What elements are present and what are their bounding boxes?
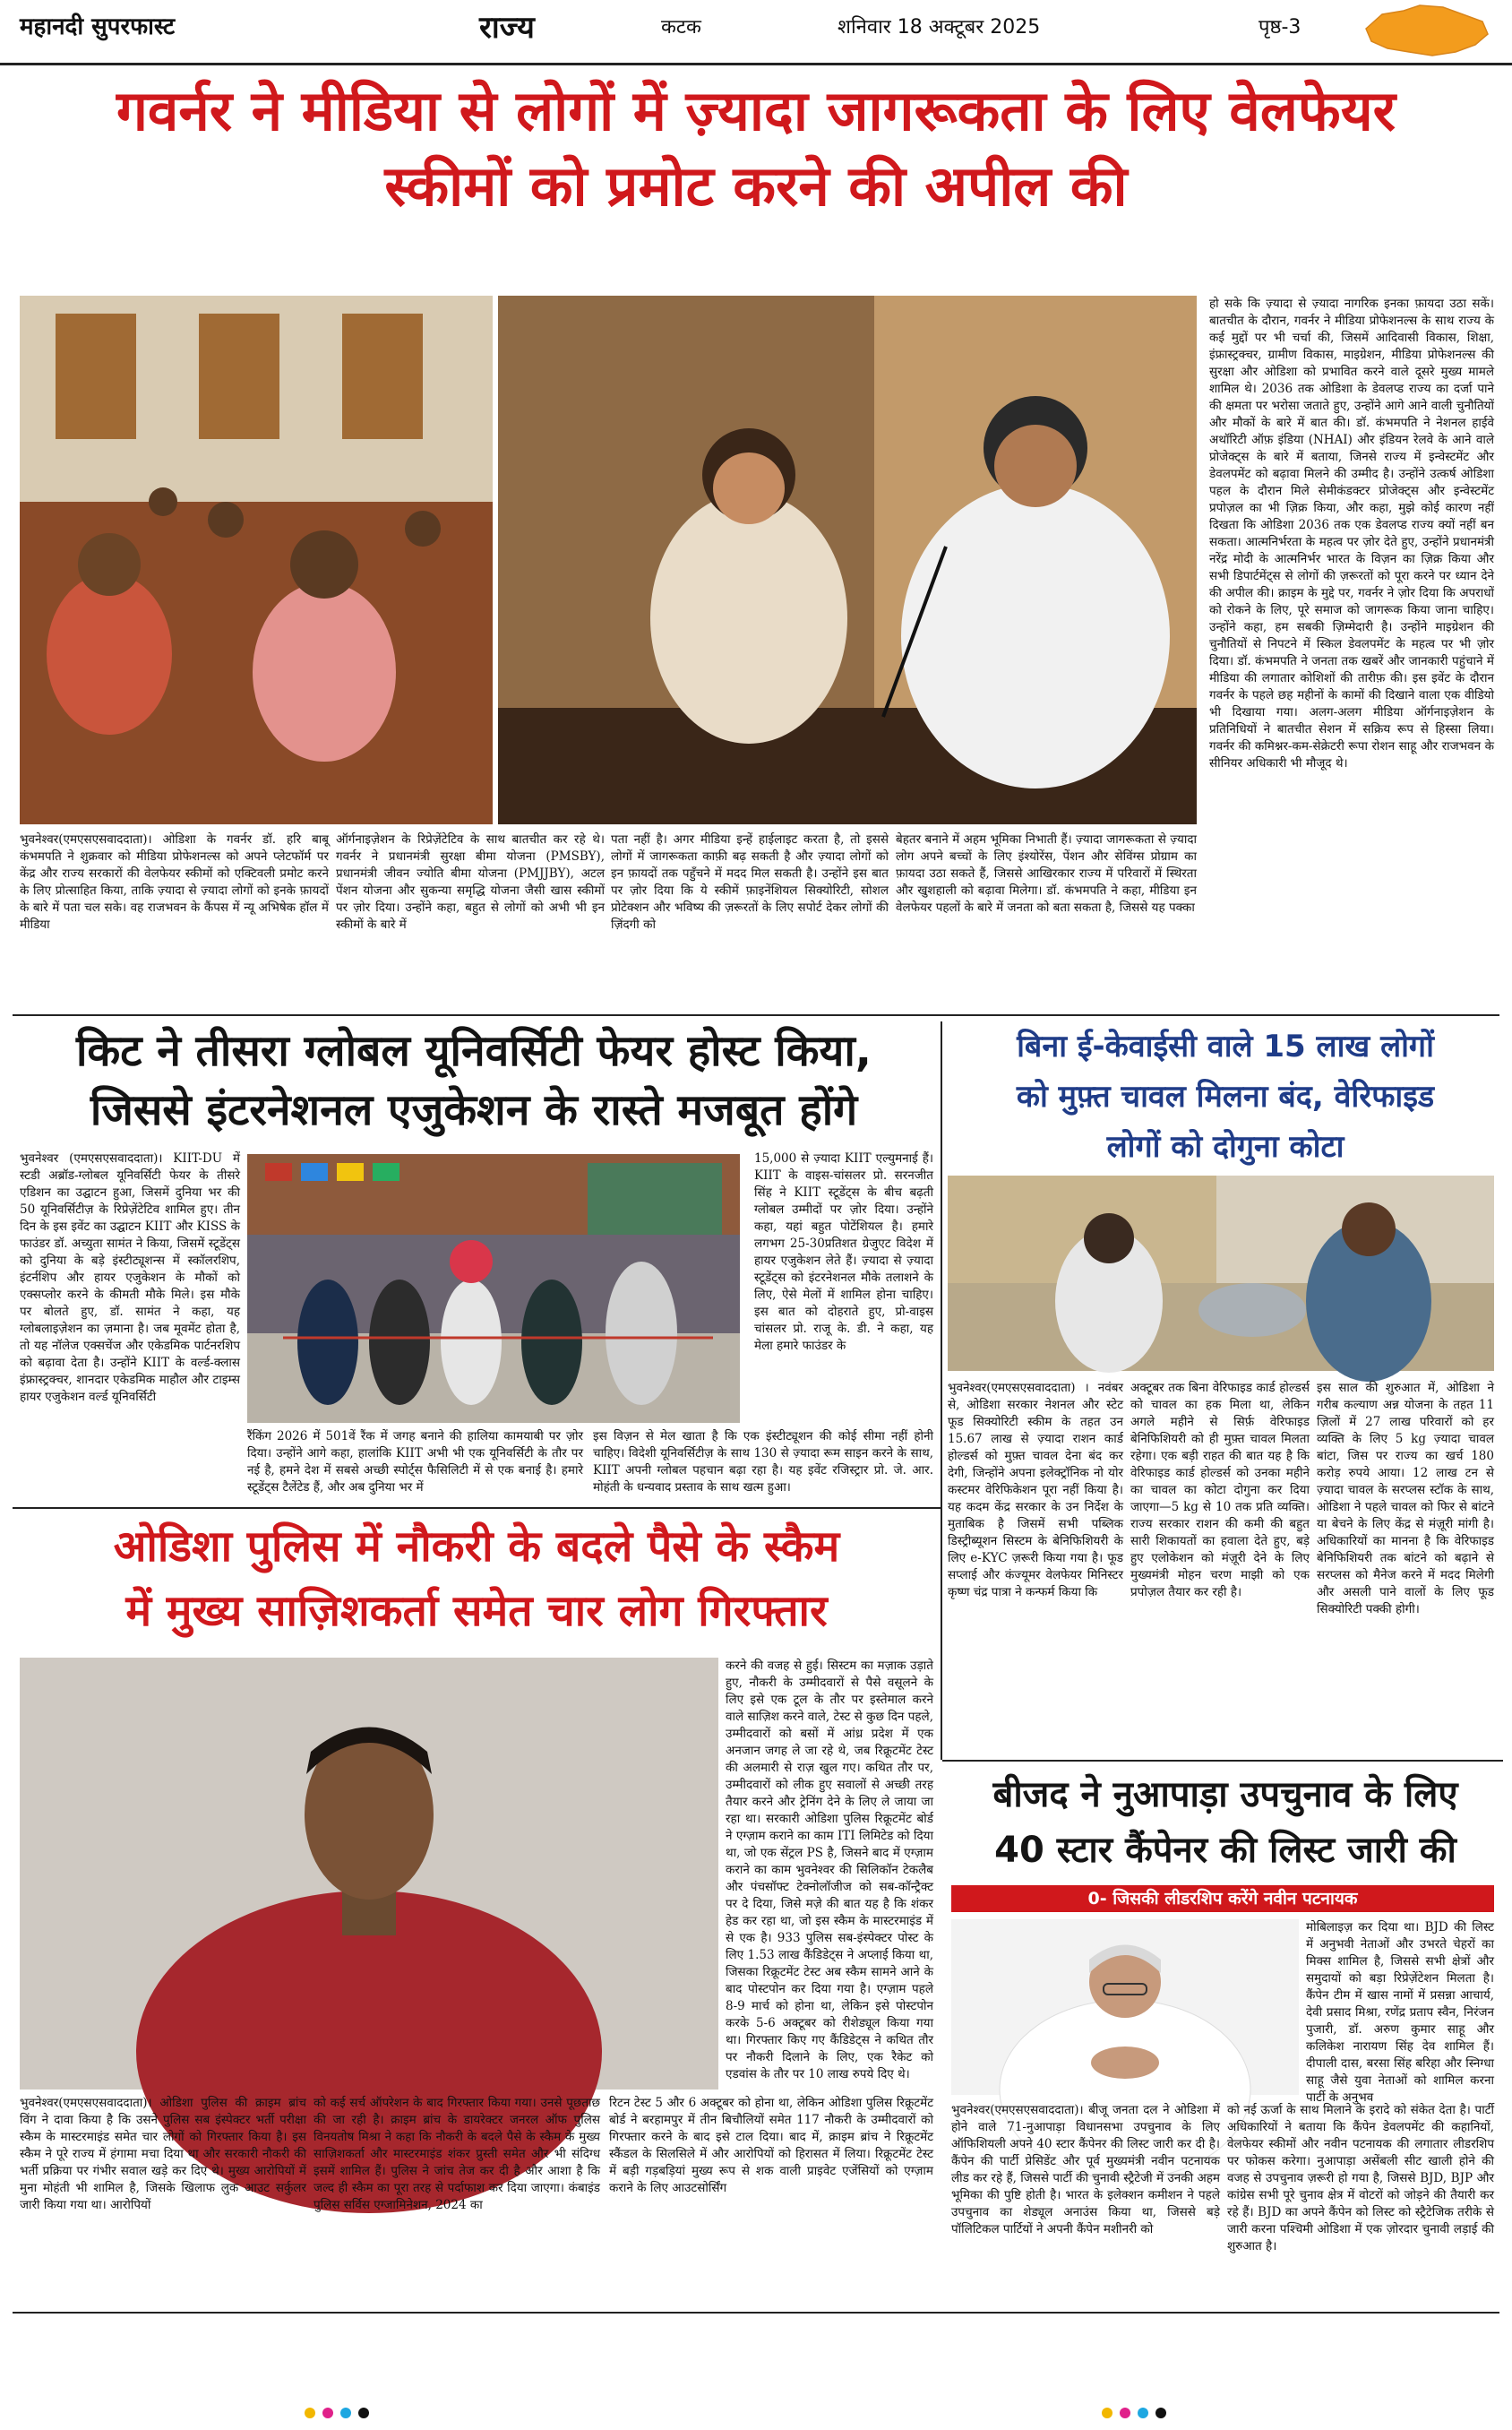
story2-headline-line1: किट ने तीसरा ग्लोबल यूनिवर्सिटी फेयर होस्ट किया, <box>76 1026 872 1076</box>
story5-right-top: मोबिलाइज़ कर दिया था। BJD की लिस्ट में अनुभवी नेताओं और उभरते चेहरों का मिक्स शामिल है, जिससे सभी क्षेत्रों और समुदायों को बड़ा रिप्रेज़ेंटेशन मिलता है। कैंपेन टीम में खास नामों में प्रसन्ना आचार्य, देवी प्रसाद मिश्रा, रणेंद्र प्रताप स्वैन, निरंजन पुजारी, डॉ. अरुण कुमार साहू और कलिकेश नारायण सिंह देव शामिल हैं। दीपाली दास, बरसा सिंह बरिहा और स्निग्धा साहू जैसे युवा नेताओं को शामिल करना पार्टी के अनुभव <box>1306 1920 1494 2105</box>
story3-headline-line3: लोगों को दोगुना कोटा <box>1106 1129 1344 1165</box>
masthead <box>0 0 1512 63</box>
accused-photo <box>20 1658 718 2090</box>
story2-col3: 15,000 से ज़्यादा KIIT एल्युमनाई हैं। KIIT के वाइस-चांसलर प्रो. सरनजीत सिंह ने KIIT स्टूडेंट्स के बीच बढ़ती ग्लोबल उम्मीदों पर ज़ोर दिया। उन्होंने कहा, यहां बहुत पोटेंशियल है। हमारे लगभग 25-30प्रतिशत ग्रेजुएट विदेश में हायर एजुकेशन लेते हैं। ज़्यादा से ज़्यादा स्टूडेंट्स को इंटरनेशनल मौके तलाशने के लिए, ऐसे मेलों में शामिल होना चाहिए। इस बात को दोहराते हुए, प्रो-वाइस चांसलर प्रो. राजू के. डी. ने कहा, यह मेला हमारे फाउंडर के <box>754 1151 933 1353</box>
city-name: कटक <box>661 16 701 39</box>
kiit-fair-photo <box>247 1154 740 1423</box>
cyan-dot <box>1138 2408 1148 2418</box>
story5-headline-line2: 40 स्टार कैंपेनर की लिस्ट जारी की <box>994 1830 1456 1871</box>
masthead-rule <box>0 63 1512 65</box>
story5-headline <box>948 1767 1503 1878</box>
governor-meeting-audience-photo <box>20 296 493 824</box>
story3-col3: इस साल की शुरुआत में, ओडिशा ने गरीब कल्याण अन्न योजना के तहत 11 ज़िलों में 27 लाख परिवारों को हर व्यक्ति के लिए 5 kg ज़्यादा चावल बांटा, जिस पर राज्य का खर्च 180 करोड़ रुपये आया। 12 लाख टन से ज़्यादा चावल के सरप्लस स्टॉक के साथ, ओडिशा ने पहले चावल को फिर से बांटने या बेचने के लिए केंद्र से मंज़ूरी मांगी है। अधिकारियों का मानना है कि वेरिफाइड बेनिफिशियरी तक बांटने को बढ़ाने से सरप्लस को मैनेज करने में मदद मिलेगी और असली पाने वालों के लिए फूड सिक्योरिटी पक्की होगी। <box>1317 1381 1494 1616</box>
story2-bottom1: रैंकिंग 2026 में 501वें रैंक में जगह बनाने की हालिया कामयाबी पर ज़ोर दिया। उन्होंने आगे कहा, हालांकि KIIT अभी भी एक यूनिवर्सिटी के तौर पर नई है, हमने देश में सबसे अच्छी स्पोर्ट्स फैसिलिटी में से एक बनाई है। हमारे स्टूडेंट्स टैलेंटेड हैं, और अब दुनिया भर में <box>247 1429 583 1495</box>
registration-dots-right <box>1102 2405 1200 2419</box>
story3-headline-line1: बिना ई-केवाईसी वाले 15 लाख लोगों <box>1017 1029 1434 1064</box>
magenta-dot <box>1120 2408 1130 2418</box>
governor-speaking-photo <box>498 296 1197 824</box>
story5-kicker: 0- जिसकी लीडरशिप करेंगे नवीन पटनायक <box>951 1885 1494 1912</box>
story1-headline <box>0 73 1512 224</box>
story3-headline <box>948 1021 1503 1172</box>
story4-bottom1: भुवनेश्वर(एमएसएसवाददाता)। ओडिशा पुलिस की क्राइम ब्रांच विंग ने दावा किया है कि उसने पुलिस सब इंस्पेक्टर भर्ती परीक्षा स्कैम के मास्टरमाइंड समेत चार लोगों को गिरफ्तार किया है। इस स्कैम ने पूरे राज्य में हंगामा मचा दिया था और सरकारी नौकरी की भर्ती प्रक्रिया पर गंभीर सवाल खड़े कर दिए थे। मुख्य आरोपियों में मुना मोहंती भी शामिल है, जिसके खिलाफ लुक आउट सर्कुलर जारी किया गया था। आरोपियों <box>20 2096 306 2212</box>
section-name: राज्य <box>479 10 535 46</box>
story4-bottom3: रिटन टेस्ट 5 और 6 अक्टूबर को होना था, लेकिन ओडिशा पुलिस रिक्रूटमेंट बोर्ड ने बरहामपुर में तीन बिचौलियों समेत 117 नौकरी के उम्मीदवारों को गिरफ्तार करने के बाद इसे टाल दिया। बाद में, क्राइम ब्रांच ने रिक्रूटमेंट स्कैंडल के सिलसिले में और आरोपियों को हिरासत में लिया। रिक्रूटमेंट टेस्ट में बड़ी गड़बड़ियां मुख्य रूप से शक वाली प्राइवेट एजेंसियों को एग्ज़ाम कराने के लिए आउटसोर्सिंग <box>609 2096 933 2195</box>
story1-right-col: हो सके कि ज़्यादा से ज़्यादा नागरिक इनका फ़ायदा उठा सकें। बातचीत के दौरान, गवर्नर ने मीडिया प्रोफेशनल्स के साथ राज्य के कई मुद्दों पर भी चर्चा की, जिसमें आदिवासी विकास, शिक्षा, इंफ्रास्ट्रक्चर, ग्रामीण विकास, माइग्रेशन, मीडिया प्रोफेशनल्स की सुरक्षा और ओडिशा को प्रभावित करने वाले दूसरे मुख्य मामले शामिल थे। 2036 तक ओडिशा के डेवलप्ड राज्य का दर्जा पाने की क्षमता पर भरोसा जताते हुए, उन्होंने आगे आने वाली चुनौतियों और मौकों के बारे में बात की। डॉ. कंभमपति ने नेशनल हाईवे अथॉरिटी ऑफ़ इंडिया (NHAI) और इंडियन रेलवे के आने वाले प्रोजेक्ट्स के बारे में बताया, जिनसे राज्य में इन्वेस्टमेंट और डेवलपमेंट को बढ़ावा मिलने की उम्मीद है। उन्होंने उत्कर्ष ओडिशा पहल के दौरान मिले सेमीकंडक्टर प्रोजेक्ट्स और इन्वेस्टमेंट प्रपोज़ल का भी ज़िक्र किया, और कहा, मुझे कोई कारण नहीं दिखता कि ओडिशा 2036 तक एक डेवलप्ड राज्य क्यों नहीं बन सकता। आत्मनिर्भरता के महत्व पर ज़ोर देते हुए, उन्होंने प्रधानमंत्री नरेंद्र मोदी के आत्मनिर्भर भारत के विज़न का ज़िक्र किया और सभी डिपार्टमेंट्स से लोगों की ज़रूरतों को पूरा करने पर ध्यान देने की अपील की। क्राइम के मुद्दे पर, गवर्नर ने ज़ोर दिया कि अपराधों को रोकने के लिए, पूरे समाज को जागरूक किया जाना चाहिए। उन्होंने कहा, हम सबकी ज़िम्मेदारी है। उन्होंने माइग्रेशन की चुनौतियों से निपटने में स्किल डेवलपमेंट के महत्व पर भी ज़ोर दिया। डॉ. कंभमपति ने जनता तक खबरें और जानकारी पहुंचाने में मीडिया की लगातार कोशिशों की तारीफ़ की। इस इवेंट के दौरान गवर्नर के पहले छह महीनों के कामों की दिखाने वाला एक वीडियो भी दिखाया गया। अलग-अलग मीडिया ऑर्गनाइज़ेशन के प्रतिनिधियों ने बातचीत सेशन में सक्रिय रूप से हिस्सा लिया। गवर्नर की कमिश्नर-कम-सेक्रेटरी रूपा रोशन साहू और राजभवन के सीनियर अधिकारी भी मौजूद थे। <box>1209 297 1494 771</box>
naveen-patnaik-photo <box>951 1919 1299 2095</box>
divider-vertical <box>941 1021 942 1760</box>
footer-rule <box>13 2312 1499 2314</box>
odisha-map-icon <box>1357 2 1491 59</box>
rice-distribution-photo <box>948 1176 1494 1371</box>
yellow-dot <box>305 2408 315 2418</box>
story1-col1: भुवनेश्वर(एमएसएसवाददाता)। ओडिशा के गवर्नर डॉ. हरि बाबू कंभमपति ने शुक्रवार को मीडिया प्रोफेशनल्स को अपने प्लेटफॉर्म पर केंद्र और राज्य सरकारों की वेलफेयर स्कीमों को एक्टिवली प्रमोट करने के लिए प्रोत्साहित किया, ताकि ज़्यादा से ज़्यादा लोगों को इनके फ़ायदों के बारे में पता चल सके। वह राजभवन के कैंपस में न्यू अभिषेक हॉल में मीडिया <box>20 832 329 932</box>
divider-2 <box>13 1507 941 1509</box>
page-number: पृष्ठ-3 <box>1259 16 1302 39</box>
cyan-dot <box>340 2408 351 2418</box>
yellow-dot <box>1102 2408 1113 2418</box>
story2-headline <box>13 1021 935 1140</box>
divider-1 <box>13 1014 1499 1016</box>
story4-headline <box>13 1514 941 1643</box>
story2-headline-line2: जिससे इंटरनेशनल एजुकेशन के रास्ते मजबूत होंगे <box>90 1085 858 1135</box>
story1-col4: बेहतर बनाने में अहम भूमिका निभाती हैं। ज़्यादा जागरूकता से ज़्यादा लोग अपने बच्चों के लिए इंश्योरेंस, पेंशन और सेविंग्स प्रोग्राम का फ़ायदा उठा सकते हैं, जिससे आखिरकार राज्य में परिवारों में स्थिरता और खुशहाली को बढ़ावा मिलेगा। डॉ. कंभमपति ने कहा, मीडिया इन वेलफेयर पहलों के बारे में जनता को बता सकता है, जिससे यह पक्का <box>896 832 1197 915</box>
black-dot <box>358 2408 369 2418</box>
story3-headline-line2: को मुफ़्त चावल मिलना बंद, वेरिफाइड <box>1016 1079 1435 1115</box>
story1-col3: पता नहीं है। अगर मीडिया इन्हें हाईलाइट करता है, तो इससे लोगों में जागरूकता काफ़ी बढ़ सकती है और ज़्यादा लोगों को इन फ़ायदों तक पहुँचने में मदद मिल सकती है। उन्होंने इस बात पर ज़ोर दिया कि ये स्कीमें फ़ाइनेंशियल सिक्योरिटी, सोशल प्रोटेक्शन और भविष्य की ज़रूरतों के लिए सपोर्ट देकर लोगों की ज़िंदगी को <box>611 832 889 932</box>
registration-dots-left <box>305 2405 403 2419</box>
story1-col2: ऑर्गनाइज़ेशन के रिप्रेज़ेंटेटिव के साथ बातचीत कर रहे थे। गवर्नर ने प्रधानमंत्री सुरक्षा बीमा योजना (PMSBY), प्रधानमंत्री जीवन ज्योति बीमा योजना (PMJJBY), अटल पेंशन योजना और सुकन्या समृद्धि योजना जैसी खास स्कीमों पर ज़ोर दिया। उन्होंने कहा, बहुत से लोगों को अभी भी इन स्कीमों के बारे में <box>336 832 605 932</box>
story4-headline-line1: ओडिशा पुलिस में नौकरी के बदले पैसे के स्कैम <box>113 1521 840 1572</box>
magenta-dot <box>322 2408 333 2418</box>
paper-name: महानदी सुपरफास्ट <box>20 13 176 40</box>
issue-date: शनिवार 18 अक्टूबर 2025 <box>838 16 1041 39</box>
story5-headline-line1: बीजद ने नुआपाड़ा उपचुनाव के लिए <box>992 1774 1458 1815</box>
story4-headline-line2: में मुख्य साज़िशकर्ता समेत चार लोग गिरफ्तार <box>125 1586 828 1636</box>
divider-3 <box>942 1760 1503 1762</box>
story2-bottom2: इस विज़न से मेल खाता है कि एक इंस्टीट्यूशन की कोई सीमा नहीं होनी चाहिए। विदेशी यूनिवर्सिटीज़ के साथ 130 से ज़्यादा रूम साइन करने के साथ, KIIT अपनी ग्लोबल पहचान बढ़ा रहा है। यह इवेंट रजिस्ट्रार प्रो. जे. आर. मोहंती के धन्यवाद प्रस्ताव के साथ खत्म हुआ। <box>593 1429 933 1495</box>
story3-col2: अक्टूबर तक बिना वेरिफाइड कार्ड होल्डर्स को चावल का हक मिला था, लेकिन अगले महीने से सिर्फ़ वेरिफाइड बेनिफिशियरी को ही मुफ़्त चावल मिलता रहेगा। एक बड़ी राहत की बात यह है कि वेरिफाइड कार्ड होल्डर्स को उनका महीने का चावल का कोटा दोगुना कर दिया जाएगा—5 kg से 10 तक प्रति व्यक्ति। राज्य सरकार राशन की कमी की बहुत सारी शिकायतों का हवाला देते हुए, बड़े हुए एलोकेशन को मंज़ूरी देने के लिए मुख्यमंत्री मोहन चरण माझी को एक प्रपोज़ल तैयार कर रही है। <box>1130 1381 1310 1599</box>
story5-col1: भुवनेश्वर(एमएसएसवाददाता)। बीजू जनता दल ने ओडिशा में होने वाले 71-नुआपाड़ा विधानसभा उपचुनाव के लिए ऑफिशियली अपने 40 स्टार कैंपेनर की लिस्ट जारी कर दी है। कैंपेन की पार्टी प्रेसिडेंट और पूर्व मुख्यमंत्री नवीन पटनायक लीड कर रहे हैं, जिससे पार्टी की चुनावी स्ट्रैटेजी में उनकी अहम भूमिका की पुष्टि होती है। भारत के इलेक्शन कमीशन ने पहले उपचुनाव का शेड्यूल अनाउंस किया था, जिससे बड़े पॉलिटिकल पार्टियों ने अपनी कैंपेन मशीनरी को <box>951 2103 1220 2236</box>
story1-headline-line2: स्कीमों को प्रमोट करने की अपील की <box>384 153 1128 219</box>
story4-bottom2: को कई सर्च ऑपरेशन के बाद गिरफ्तार किया गया। उनसे पूछताछ की जा रही है। क्राइम ब्रांच के डायरेक्टर जनरल ऑफ पुलिस विनयतोष मिश्रा ने कहा कि नौकरी के बदले पैसे के स्कैम के मुख्य साज़िशकर्ता और मास्टरमाइंड शंकर प्रुस्ती समेत और भी संदिग्ध इसमें शामिल हैं। पुलिस ने जांच तेज कर दी है और आशा है कि जल्द ही स्कैम का पूरा तरह से पर्दाफाश कर दिया जाएगा। कंबाइंड पुलिस सर्विस एग्जामिनेशन, 2024 का <box>314 2096 600 2212</box>
black-dot <box>1155 2408 1166 2418</box>
story4-right-col: करने की वजह से हुई। सिस्टम का मज़ाक उड़ाते हुए, नौकरी के उम्मीदवारों से पैसे वसूलने के लिए इसे एक टूल के तौर पर इस्तेमाल करने वाले साज़िश करने वाले, टेस्ट से कुछ दिन पहले, उम्मीदवारों को बसों में आंध्र प्रदेश में एक अनजान जगह ले जा रहे थे, जब रिक्रूटमेंट टेस्ट की अलमारी से राज़ खुल गए। कथित तौर पर, उम्मीदवारों को लीक हुए सवालों से अच्छी तरह तैयार करने और ट्रेनिंग देने के लिए ले जाया जा रहा था। सरकारी ओडिशा पुलिस रिक्रूटमेंट बोर्ड ने एग्ज़ाम कराने का काम ITI लिमिटेड को दिया था, जो एक सेंट्रल PS है, जिसने बाद में एग्ज़ाम कराने का काम भुवनेश्वर की सिलिकॉन टेकलैब और पंचसॉफ्ट टेक्नोलॉजीज को सब-कॉन्ट्रैक्ट पर दे दिया, जिसे मज़े की बात यह है कि शंकर हेड कर रहा था, जो इस स्कैम के मास्टरमाइंड में से एक है। 933 पुलिस सब-इंस्पेक्टर पोस्ट के लिए 1.53 लाख कैंडिडेट्स ने अप्लाई किया था, जिसका रिक्रूटमेंट टेस्ट अब स्कैम सामने आने के बाद पोस्टपोन कर दिया गया है। एग्ज़ाम पहले 8-9 मार्च को होना था, लेकिन इसे पोस्टपोन करके 5-6 अक्टूबर को रीशेड्यूल किया गया था। गिरफ्तार किए गए कैंडिडेट्स ने कथित तौर पर नौकरी दिलाने के लिए, एक रैकेट को एडवांस के तौर पर 10 लाख रुपये दिए थे। <box>726 1659 933 2081</box>
story5-col2: को नई ऊर्जा के साथ मिलाने के इरादे को संकेत देता है। पार्टी अधिकारियों ने बताया कि कैंपेन डेवलपमेंट की कहानियों, वेलफेयर स्कीमों और नवीन पटनायक की लगातार लीडरशिप पर फोकस करेगा। नुआपाड़ा असेंबली सीट खाली होने की वजह से उपचुनाव ज़रूरी हो गया है, जिससे BJD, BJP और कांग्रेस सभी पूरे चुनाव क्षेत्र में वोटरों को जोड़ने की तैयारी कर रहे हैं। BJD का अपने कैंपेन को लिस्ट को स्ट्रैटेजिक तरीके से जारी करना पश्चिमी ओडिशा में एक ज़ोरदार चुनावी लड़ाई की शुरुआत है। <box>1227 2103 1494 2253</box>
story1-headline-line1: गवर्नर ने मीडिया से लोगों में ज़्यादा जागरूकता के लिए वेलफेयर <box>116 78 1396 143</box>
story3-col1: भुवनेश्वर(एमएसएसवाददाता) । नवंबर से, ओडिशा सरकार नेशनल और स्टेट फूड सिक्योरिटी स्कीम के तहत उन 15.67 लाख से ज़्यादा राशन कार्ड होल्डर्स को मुफ़्त चावल देना बंद कर देगी, जिन्होंने अपना इलेक्ट्रॉनिक नो योर कस्टमर वेरिफिकेशन पूरा नहीं किया है। यह कदम केंद्र सरकार के उन निर्देश के मुताबिक है जिसमें सभी पब्लिक डिस्ट्रीब्यूशन सिस्टम के बेनिफिशियरी के लिए e-KYC ज़रूरी किया गया है। फूड सप्लाई और कंज्यूमर वेलफेयर मिनिस्टर कृष्ण चंद्र पात्रा ने कन्फर्म किया कि <box>948 1381 1123 1599</box>
story2-col1: भुवनेश्वर (एमएसएसवाददाता)। KIIT-DU में स्टडी अब्रॉड-ग्लोबल यूनिवर्सिटी फेयर के तीसरे एडिशन का उद्घाटन हुआ, जिसमें दुनिया भर की 50 यूनिवर्सिटीज़ के रिप्रेज़ेंटेटिव शामिल हुए। तीन दिन के इस इवेंट का उद्घाटन KIIT और KISS के फाउंडर डॉ. अच्युता सामंत ने किया, जिसमें स्टूडेंट्स को दुनिया के बड़े इंस्टीट्यूशन्स में स्कॉलरशिप, इंटर्नशिप और हायर एजुकेशन के मौकों को एक्सप्लोर करने के कीमती मौके मिले। इस मौके पर बोलते हुए, डॉ. सामंत ने कहा, यह ग्लोबलाइज़ेशन का ज़माना है। जब मूवमेंट होता है, तो यह नॉलेज एक्सचेंज और एकेडमिक पार्टनरशिप को बढ़ावा देता है। उन्होंने KIIT के वर्ल्ड-क्लास इंफ्रास्ट्रक्चर, शानदार एकेडमिक माहौल और टाइम्स हायर एजुकेशन वर्ल्ड यूनिवर्सिटी <box>20 1151 240 1404</box>
